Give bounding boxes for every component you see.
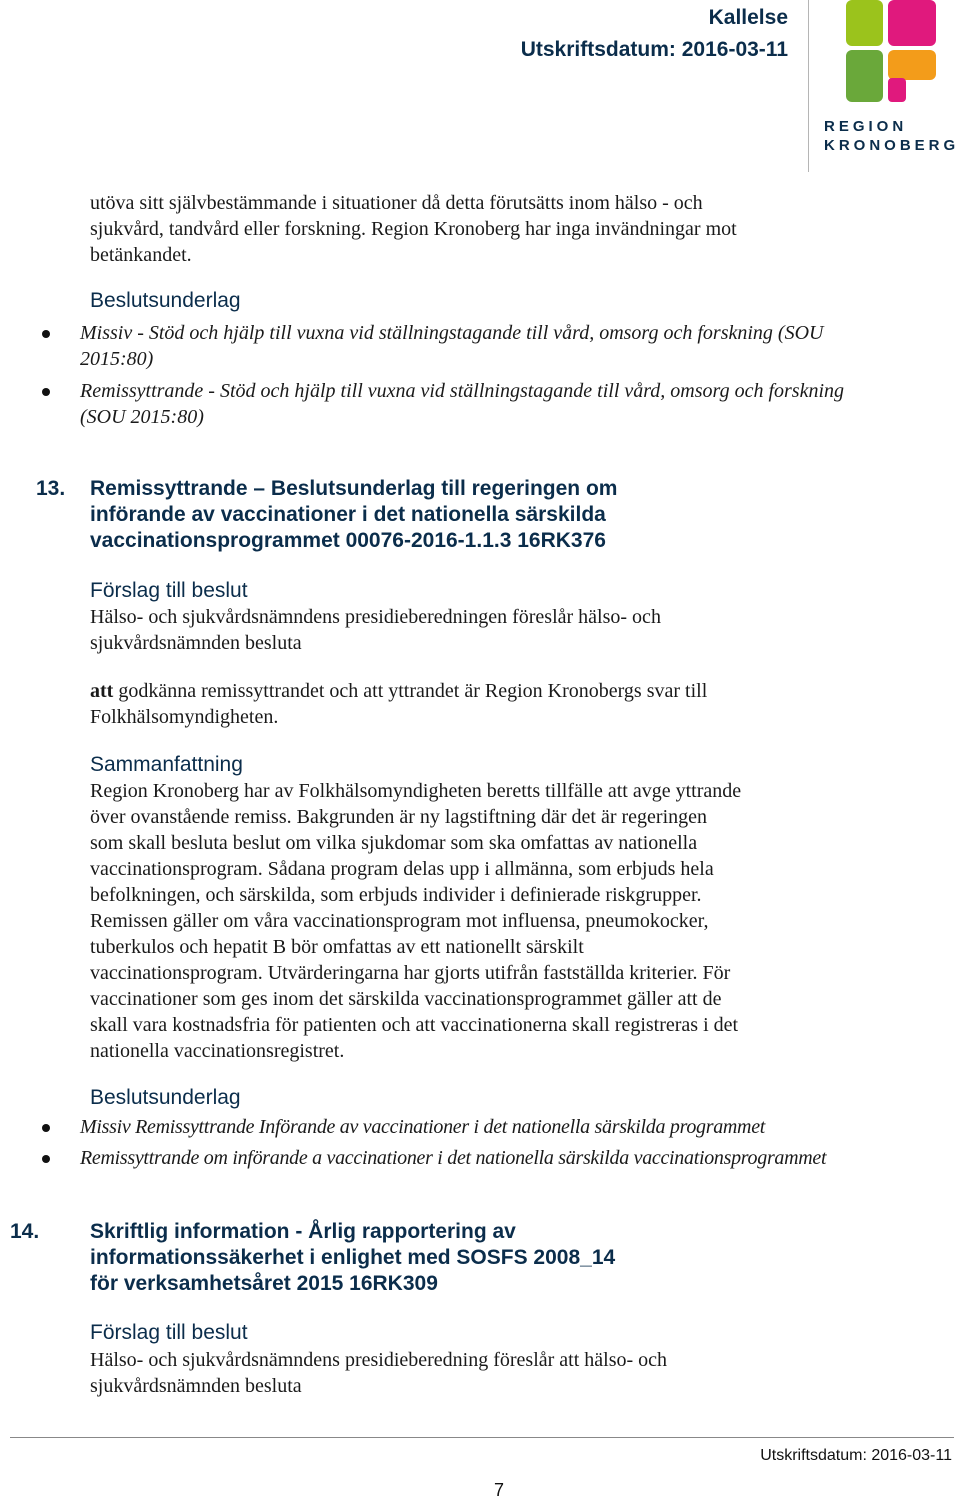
summary-line: som skall besluta beslut om vilka sjukdomar som ska omfattas av nationella: [90, 832, 698, 854]
intro-line-1: utöva sitt självbestämmande i situationer då detta förutsätts inom hälso - och: [90, 192, 703, 214]
header-divider: [808, 0, 809, 172]
proposal-line-1: Hälso- och sjukvårdsnämndens presidieberedningen föreslår hälso- och: [90, 606, 661, 628]
summary-title: Sammanfattning: [90, 753, 243, 776]
agenda-item-13-number: 13.: [36, 477, 66, 500]
agenda-item-14-title-line-3: för verksamhetsåret 2015 16RK309: [90, 1272, 438, 1295]
intro-line-2: sjukvård, tandvård eller forskning. Region Kronoberg har inga invändningar mot: [90, 218, 737, 240]
proposal-14-line-1: Hälso- och sjukvårdsnämndens presidieberedning föreslår att hälso- och: [90, 1349, 668, 1371]
proposal-title-14: Förslag till beslut: [90, 1321, 248, 1344]
summary-line: tuberkulos och hepatit B bör omfattas av ett nationellt särskilt: [90, 936, 584, 958]
agenda-item-14-title-line-2: informationssäkerhet i enlighet med SOSFS 2008_14: [90, 1246, 616, 1269]
agenda-item-13-title-line-1: Remissyttrande – Beslutsunderlag till regeringen om: [90, 477, 618, 500]
summary-line: vaccinationsprogram. Sådana program delas upp i allmänna, som erbjuds hela: [90, 858, 714, 880]
logo-text-kronoberg: KRONOBERG: [824, 137, 960, 154]
page-number: 7: [494, 1480, 505, 1500]
footer-print-date: Utskriftsdatum: 2016-03-11: [760, 1447, 952, 1464]
attachment-item-2-line-1: Remissyttrande - Stöd och hjälp till vuxna vid ställningstagande till vård, omsorg och forskning: [80, 380, 845, 402]
bullet-icon: [42, 1155, 50, 1163]
summary-line: Remissen gäller om våra vaccinationsprogram mot influensa, pneumokocker,: [90, 910, 709, 932]
document-type: Kallelse: [708, 6, 788, 29]
attachment-item-2-line-2: (SOU 2015:80): [80, 406, 204, 428]
summary-line: över ovanstående remiss. Bakgrunden är ny lagstiftning där det är regeringen: [90, 806, 708, 828]
basis-title: Beslutsunderlag: [90, 1086, 241, 1109]
summary-line: vaccinationsprogram. Utvärderingarna har gjorts utifrån fastställda kriterier. För: [90, 962, 731, 984]
att-keyword: att: [90, 680, 114, 702]
logo-text-region: REGION: [824, 118, 908, 135]
bullet-icon: [42, 1124, 50, 1132]
bullet-icon: [42, 330, 50, 338]
agenda-item-14-title-line-1: Skriftlig information - Årlig rapportering av: [90, 1220, 516, 1243]
section-title-beslutsunderlag: Beslutsunderlag: [90, 289, 241, 312]
intro-line-3: betänkandet.: [90, 244, 192, 266]
summary-line: nationella vaccinationsregistret.: [90, 1040, 345, 1062]
summary-line: Region Kronoberg har av Folkhälsomyndigheten beretts tillfälle att avge yttrande: [90, 780, 742, 802]
basis-item-1: Missiv Remissyttrande Införande av vaccinationer i det nationella särskilda programmet: [80, 1116, 766, 1138]
decision-text: godkänna remissyttrandet och att yttrandet är Region Kronobergs svar till: [113, 680, 708, 702]
proposal-14-line-2: sjukvårdsnämnden besluta: [90, 1375, 302, 1397]
attachment-item-1-line-1: Missiv - Stöd och hjälp till vuxna vid ställningstagande till vård, omsorg och forskning (SOU: [80, 322, 824, 344]
region-kronoberg-logo: [846, 0, 942, 104]
agenda-item-13-title-line-3: vaccinationsprogrammet 00076-2016-1.1.3 16RK376: [90, 529, 606, 552]
proposal-title: Förslag till beslut: [90, 579, 248, 602]
decision-line-1: [90, 678, 707, 704]
proposal-line-2: sjukvårdsnämnden besluta: [90, 632, 302, 654]
footer-divider: [10, 1437, 954, 1438]
summary-line: skall vara kostnadsfria för patienten och att vaccinationerna skall registreras i det: [90, 1014, 739, 1036]
summary-line: vaccinationer som ges inom det särskilda vaccinationsprogrammet gäller att de: [90, 988, 722, 1010]
basis-item-2: Remissyttrande om införande a vaccinationer i det nationella särskilda vaccinationsprogrammet: [80, 1147, 827, 1169]
attachment-item-1-line-2: 2015:80): [80, 348, 154, 370]
agenda-item-13-title-line-2: införande av vaccinationer i det nationella särskilda: [90, 503, 606, 526]
logo-mark-icon: [846, 0, 942, 104]
bullet-icon: [42, 388, 50, 396]
summary-line: befolkningen, och särskilda, som erbjuds individer i definierade riskgrupper.: [90, 884, 702, 906]
decision-line-2: Folkhälsomyndigheten.: [90, 706, 279, 728]
agenda-item-14-number: 14.: [10, 1220, 40, 1243]
print-date: Utskriftsdatum: 2016-03-11: [520, 38, 788, 61]
